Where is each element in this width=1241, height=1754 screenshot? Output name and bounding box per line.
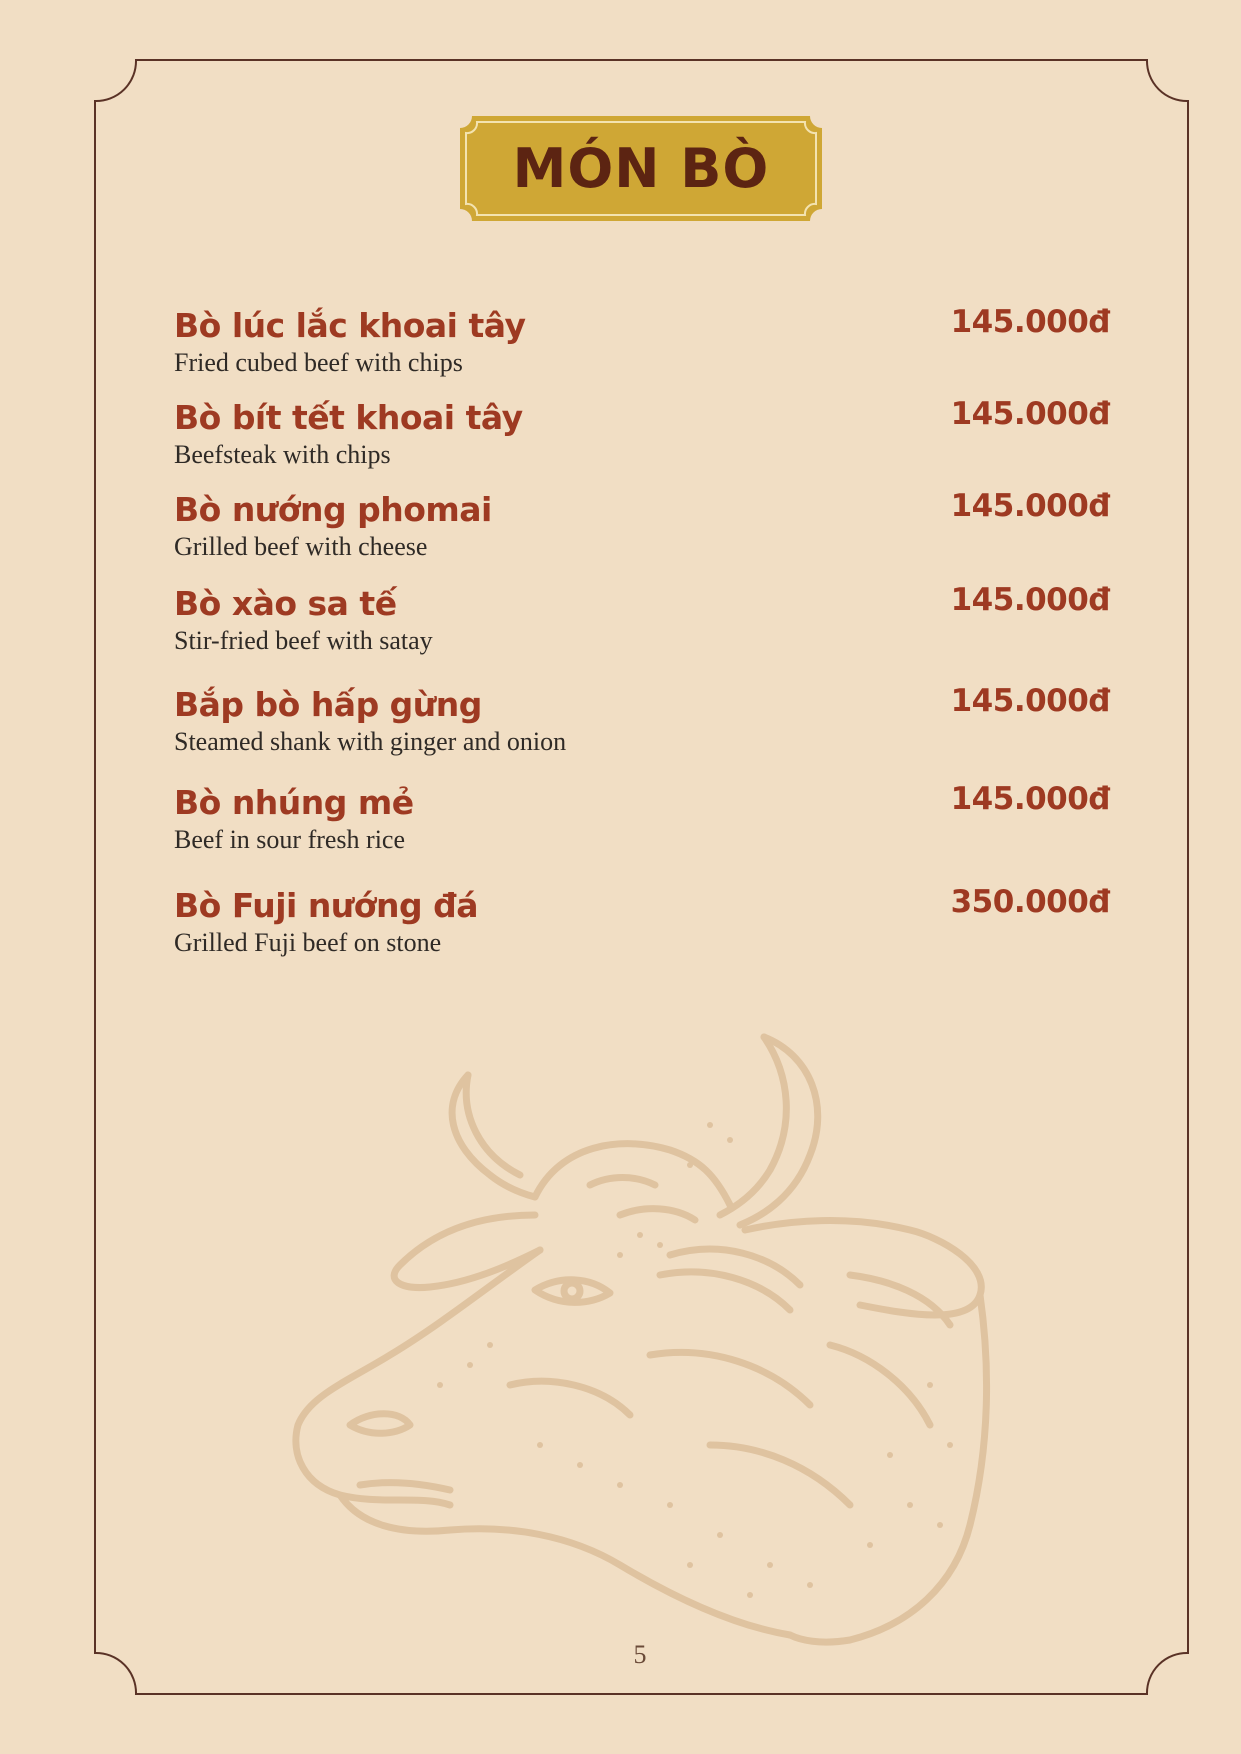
item-price: 350.000đ [950, 884, 1110, 920]
menu-item [174, 306, 1110, 386]
item-name: Bò bít tết khoai tây [174, 398, 523, 437]
item-price: 145.000đ [950, 582, 1110, 618]
item-price: 145.000đ [950, 683, 1110, 719]
item-description: Fried cubed beef with chips [174, 348, 463, 377]
item-description: Stir-fried beef with satay [174, 626, 433, 655]
menu-item [174, 783, 1110, 863]
item-name: Bò Fuji nướng đá [174, 886, 478, 925]
page-title: MÓN BÒ [512, 137, 770, 200]
item-description: Grilled beef with cheese [174, 532, 428, 561]
menu-item [174, 584, 1110, 664]
item-description: Beef in sour fresh rice [174, 825, 406, 854]
item-name: Bò nướng phomai [174, 490, 492, 529]
bull-head-illustration [290, 1025, 1010, 1655]
menu-item [174, 685, 1110, 765]
item-name: Bò xào sa tế [174, 584, 397, 623]
menu-item [174, 886, 1110, 966]
item-description: Grilled Fuji beef on stone [174, 928, 442, 957]
item-name: Bò nhúng mẻ [174, 783, 414, 822]
item-price: 145.000đ [950, 396, 1110, 432]
page-number: 5 [633, 1640, 647, 1669]
section-title-plaque [460, 116, 822, 221]
item-name: Bắp bò hấp gừng [174, 685, 482, 724]
menu-item [174, 398, 1110, 478]
item-name: Bò lúc lắc khoai tây [174, 306, 526, 345]
item-price: 145.000đ [950, 488, 1110, 524]
menu-item [174, 490, 1110, 570]
item-price: 145.000đ [950, 304, 1110, 340]
item-price: 145.000đ [950, 781, 1110, 817]
item-description: Steamed shank with ginger and onion [174, 727, 567, 756]
item-description: Beefsteak with chips [174, 440, 391, 469]
